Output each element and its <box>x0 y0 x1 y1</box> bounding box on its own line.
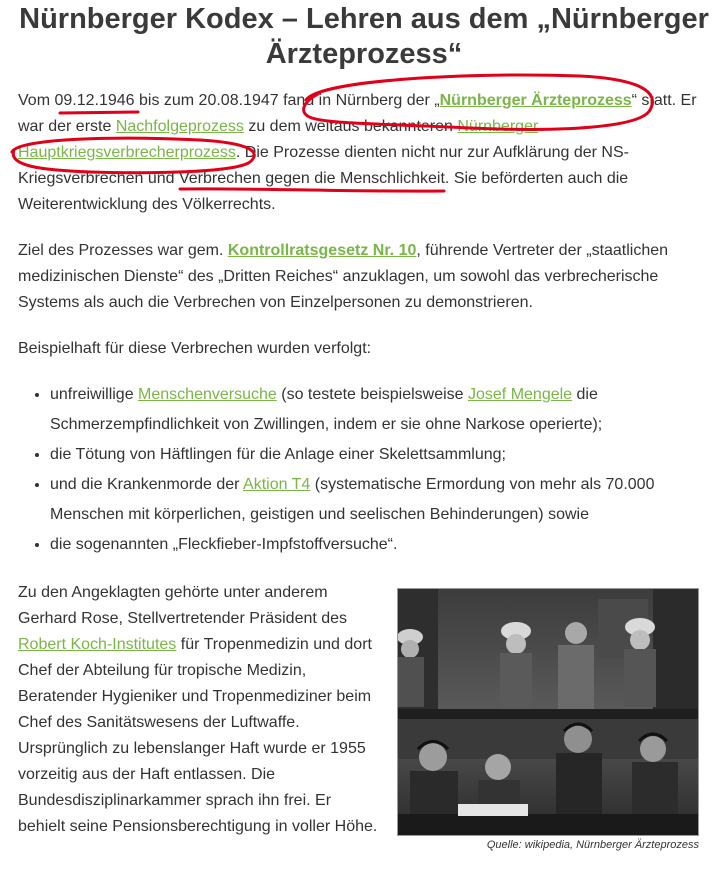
page-title: Nürnberger Kodex – Lehren aus dem „Nürnberger Ärzteprozess“ <box>19 3 709 70</box>
item1-text-1: unfreiwillige <box>50 386 139 403</box>
trial-photo <box>397 588 699 836</box>
goal-text-2: , führende Vertreter der „staatlichen medizinischen Dienste“ des „Dritten Reiches“ anzuklagen, um sowohl das verbrecherische Systems als auch die Verbrechen von Einzelpersonen zu demonstrieren. <box>18 242 669 311</box>
link-aerzteprozess[interactable]: Nürnberger Ärzteprozess <box>439 92 632 109</box>
list-item <box>50 470 710 530</box>
item3-text-2: (systematische Ermordung von mehr als 70.000 Menschen mit körperlichen, geistigen und seelischen Behinderungen) sowie <box>50 476 655 523</box>
photo-caption: Quelle: wikipedia, Nürnberger Ärzteprozess <box>486 839 699 851</box>
defendant-paragraph <box>18 580 378 840</box>
intro-text-4: . Die Prozesse dienten nicht nur zur Aufklärung der NS-Kriegsverbrechen und Verbrechen gegen die Menschlichkeit. Sie beförderten auch die Weiterentwicklung des Völkerrechts. <box>18 144 629 213</box>
intro-text-2: “ statt. Er war der erste <box>18 92 697 135</box>
link-aktion-t4[interactable]: Aktion T4 <box>243 476 311 493</box>
bottom-section <box>18 580 710 870</box>
link-robert-koch-institut[interactable]: Robert Koch-Institutes <box>18 636 177 653</box>
goal-text-1: Ziel des Prozesses war gem. <box>18 242 228 259</box>
crimes-list <box>18 380 710 560</box>
list-item: • die Tötung von Häftlingen für die Anlage einer Skelettsammlung; <box>50 440 710 470</box>
intro-paragraph <box>18 88 710 218</box>
goal-paragraph <box>18 238 710 316</box>
trial-figure <box>397 588 699 851</box>
list-item <box>50 380 710 440</box>
article <box>18 0 710 870</box>
item1-text-2: (so testete beispielsweise <box>276 386 468 403</box>
link-kontrollratsgesetz[interactable]: Kontrollratsgesetz Nr. 10 <box>227 242 417 259</box>
list-item: • die sogenannten „Fleckfieber-Impfstoffversuche“. <box>50 530 710 560</box>
link-josef-mengele[interactable]: Josef Mengele <box>468 386 573 403</box>
defendant-text-2: für Tropenmedizin und dort Chef der Abteilung für tropische Medizin, Beratender Hygieniker und Tropenmediziner beim Chef des Sanitätswesens der Luftwaffe. Ursprünglich zu lebenslanger Haft wurde er 1955 vorzeitig aus der Haft entlassen. Die Bundesdisziplinarkammer sprach ihn frei. Er behielt seine Pensionsberechtigung in voller Höhe. <box>18 636 378 835</box>
item1-text-3: die Schmerzempfindlichkeit von Zwillingen, indem er sie ohne Narkose operierte); <box>50 386 603 433</box>
link-menschenversuche[interactable]: Menschenversuche <box>138 386 277 403</box>
link-hauptkriegsverbrecherprozess[interactable]: Nürnberger Hauptkriegsverbrecherprozess <box>18 118 539 161</box>
link-nachfolgeprozess[interactable]: Nachfolgeprozess <box>115 118 244 135</box>
defendant-text-1: Zu den Angeklagten gehörte unter anderem Gerhard Rose, Stellvertretender Präsident des <box>18 584 348 627</box>
item3-text-1: und die Krankenmorde der <box>50 476 244 493</box>
intro-text-3: zu dem weitaus bekannteren <box>243 118 458 135</box>
examples-intro: Beispielhaft für diese Verbrechen wurden verfolgt: <box>18 340 372 357</box>
intro-text-1: Vom 09.12.1946 bis zum 20.08.1947 fand in Nürnberg der „ <box>18 92 440 109</box>
